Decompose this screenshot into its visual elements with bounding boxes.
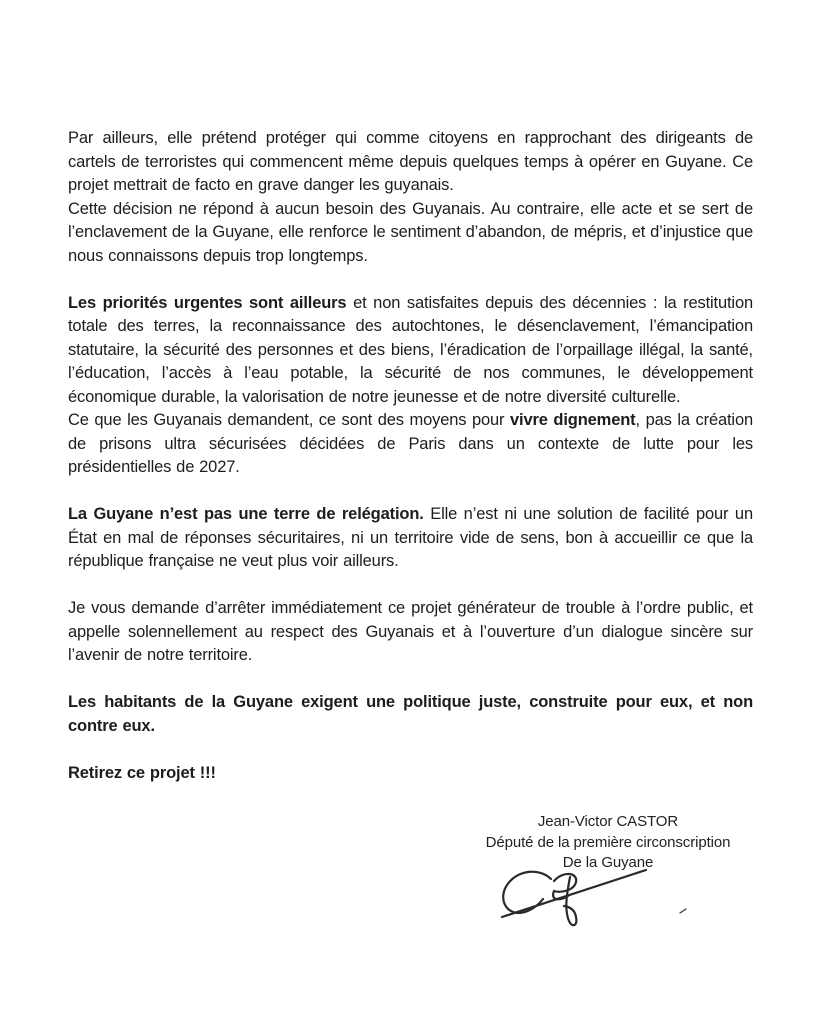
bold-run: Les priorités urgentes sont ailleurs — [68, 293, 347, 312]
text-run: et non satisfaites depuis des décennies : la restitution totale des terres, la reconnaissance des autochtones, le désenclavement, l’émancipation statutaire, la sécurité des personnes et des biens, l’éradication de l’orpaillage illégal, la santé, l’éducation, l’accès à l’eau potable, la sécurité de nos communes, le développement économique durable, la valorisation de notre jeunesse et de notre diversité culturelle. — [68, 293, 753, 406]
paragraph — [68, 762, 753, 786]
paragraph — [68, 127, 753, 198]
text-run: Elle n’est ni une solution de facilité pour un État en mal de réponses sécuritaires, ni un territoire vide de sens, bon à accueillir ce que la république française ne veut plus voir ailleurs. — [68, 505, 753, 570]
paragraph — [68, 503, 753, 574]
bold-run: vivre dignement — [510, 411, 636, 429]
signatory-title-line2: De la Guyane — [562, 854, 654, 871]
signatory-name: Jean-Victor CASTOR — [537, 813, 679, 830]
paragraph-block — [68, 691, 753, 738]
bold-run: Retirez ce projet !!! — [68, 763, 216, 782]
signatory-title-line1: Député de la première circonscription — [485, 833, 731, 851]
paragraph — [68, 198, 753, 269]
text-run: Je vous demande d’arrêter immédiatement ce projet générateur de trouble à l’ordre public, et appelle solennellement au respect des Guyanais et à l’ouverture d’un dialogue sincère sur l’avenir de notre territoire. — [68, 599, 753, 664]
paragraph — [68, 292, 753, 410]
handwritten-signature-icon — [494, 865, 704, 935]
paragraph — [68, 691, 753, 738]
paragraph-block — [68, 127, 753, 268]
text-run: Cette décision ne répond à aucun besoin des Guyanais. Au contraire, elle acte et se sert de l’enclavement de la Guyane, elle renforce le sentiment d’abandon, de mépris, et d’injustice que nous connaissons depuis trop longtemps. — [68, 199, 753, 265]
signature-block — [480, 812, 736, 935]
bold-run: Les habitants de la Guyane exigent une politique juste, construite pour eux, et non contre eux. — [68, 693, 753, 735]
text-run: Par ailleurs, elle prétend protéger qui comme citoyens en rapprochant des dirigeants de cartels de terroristes qui commencent même depuis quelques temps à opérer en Guyane. Ce projet mettrait de facto en grave danger les guyanais. — [68, 129, 753, 194]
paragraph-block — [68, 762, 753, 786]
text-run: , pas la création de prisons ultra sécurisées décidées de Paris dans un contexte de lutte pour les présidentielles de 2027. — [68, 411, 754, 476]
paragraph — [68, 409, 753, 480]
text-run: Ce que les Guyanais demandent, ce sont des moyens pour — [68, 411, 511, 429]
paragraph-block — [68, 597, 753, 668]
bold-run: La Guyane n’est pas une terre de relégation. — [68, 505, 424, 523]
paragraph-block — [68, 503, 753, 574]
paragraph — [68, 597, 753, 668]
paragraph-block — [68, 292, 753, 480]
